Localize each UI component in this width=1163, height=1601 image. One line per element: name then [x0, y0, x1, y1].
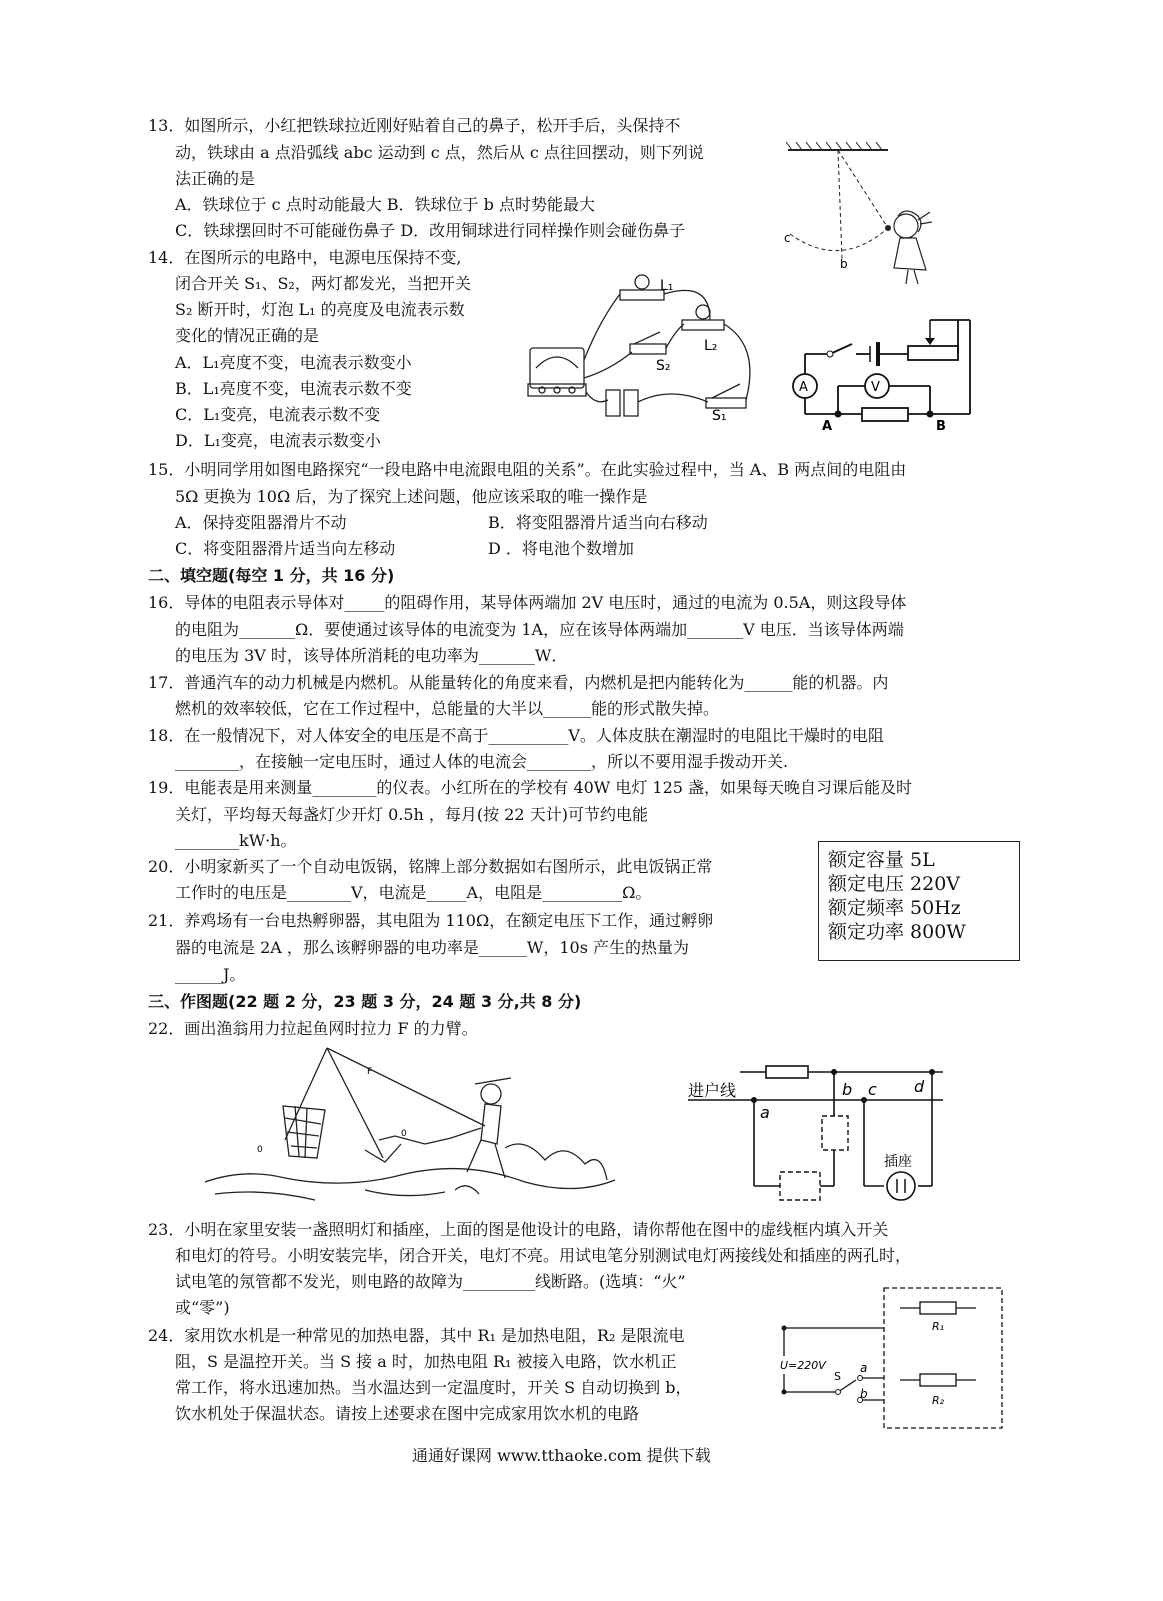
nameplate-row-voltage: 额定电压 220V	[828, 873, 961, 895]
socket-label: 插座	[884, 1154, 912, 1170]
q15-line1: 15．小明同学用如图电路探究“一段电路中电流跟电阻的关系”。在此实验过程中，当 A、B 两点间的电阻由	[148, 460, 907, 479]
label-s1: S₁	[712, 408, 727, 424]
q15-option-d: D ．将电池个数增加	[488, 539, 634, 558]
q17-line2: 燃机的效率较低，它在工作过程中，总能量的大半以______能的形式散失掉。	[175, 699, 720, 718]
pivot-label-left: 0	[257, 1145, 263, 1155]
node-a-label: a	[760, 1103, 770, 1122]
fisherman-figure	[205, 1040, 625, 1205]
ammeter-symbol: A	[799, 380, 808, 395]
page-footer: 通通好课网 www.tthaoke.com 提供下载	[412, 1446, 711, 1465]
nameplate-row-frequency: 额定频率 50Hz	[828, 897, 961, 919]
point-b-label: B	[936, 419, 946, 434]
q13-option-ab: A．铁球位于 c 点时动能最大 B．铁球位于 b 点时势能最大	[175, 195, 595, 214]
label-l1: L₁	[660, 278, 674, 294]
q22-text: 22．画出渔翁用力拉起鱼网时拉力 F 的力臂。	[148, 1019, 478, 1038]
physical-circuit-figure	[520, 260, 765, 428]
q21-line1: 21．养鸡场有一台电热孵卵器，其电阻为 110Ω，在额定电压下工作，通过孵卵	[148, 911, 714, 930]
q19-line1: 19．电能表是用来测量________的仪表。小红所在的学校有 40W 电灯 125 盏，如果每天晚自习课后能及时	[148, 778, 913, 797]
node-b-label: b	[842, 1080, 853, 1099]
pendulum-label-c: c	[784, 231, 791, 245]
q17-line1: 17．普通汽车的动力机械是内燃机。从能量转化的角度来看，内燃机是把内能转化为______能的机器。内	[148, 673, 889, 692]
q14-line1: 14．在图所示的电路中，电源电压保持不变,	[148, 248, 462, 267]
q14-option-d: D．L₁变亮，电流表示数变小	[175, 431, 381, 450]
q24-line3: 常工作，将水迅速加热。当水温达到一定温度时，开关 S 自动切换到 b，	[175, 1378, 692, 1397]
q20-line2: 工作时的电压是________V，电流是_____A，电阻是__________Ω。	[175, 883, 652, 902]
q13-line1: 13．如图所示，小红把铁球拉近刚好贴着自己的鼻子，松开手后，头保持不	[148, 116, 681, 135]
q24-line1: 24．家用饮水机是一种常见的加热电器，其中 R₁ 是加热电阻，R₂ 是限流电	[148, 1326, 685, 1345]
switch-s-label: S	[834, 1370, 841, 1383]
contact-b-label: b	[860, 1387, 868, 1401]
q14-option-a: A．L₁亮度不变，电流表示数变小	[175, 353, 412, 372]
contact-a-label: a	[860, 1361, 868, 1375]
label-s2: S₂	[656, 358, 671, 374]
resistor-r1-label: R₁	[932, 1320, 945, 1333]
q16-line2: 的电阻为_______Ω．要使通过该导体的电流变为 1A，应在该导体两端加_______V 电压．当该导体两端	[175, 620, 904, 639]
q19-line3: ________kW·h。	[175, 831, 297, 850]
q23-line4: 或“零”)	[175, 1298, 230, 1317]
nameplate-row-capacity: 额定容量 5L	[828, 849, 935, 871]
q13-line3: 法正确的是	[175, 169, 256, 188]
q16-line3: 的电压为 3V 时，该导体所消耗的电功率为_______W．	[175, 646, 568, 665]
voltage-label: U=220V	[780, 1359, 826, 1372]
q14-option-c: C．L₁变亮，电流表示数不变	[175, 405, 381, 424]
nameplate-row-power: 额定功率 800W	[828, 921, 966, 943]
q13-option-cd: C．铁球摆回时不可能碰伤鼻子 D．改用铜球进行同样操作则会碰伤鼻子	[175, 221, 686, 240]
q13-line2: 动，铁球由 a 点沿弧线 abc 运动到 c 点，然后从 c 点往回摆动，则下列说	[175, 143, 704, 162]
q14-line2: 闭合开关 S₁、S₂，两灯都发光，当把开关	[175, 274, 471, 293]
q18-line1: 18．在一般情况下，对人体安全的电压是不高于__________V。人体皮肤在潮湿时的电阻比干燥时的电阻	[148, 726, 884, 745]
voltmeter-symbol: V	[871, 380, 880, 395]
node-c-label: c	[868, 1080, 877, 1099]
q14-line4: 变化的情况正确的是	[175, 326, 320, 345]
q14-option-b: B．L₁亮度不变，电流表示数不变	[175, 379, 412, 398]
q21-line3: ______J。	[175, 965, 246, 984]
girl-sketch	[894, 211, 932, 284]
q23-line3: 试电笔的氖管都不发光，则电路的故障为_________线断路。(选填：“火”	[175, 1272, 686, 1291]
q19-line2: 关灯，平均每天每盏灯少开灯 0.5h ，每月(按 22 天计)可节约电能	[175, 805, 648, 824]
q16-line1: 16．导体的电阻表示导体对_____的阻碍作用，某导体两端加 2V 电压时，通过的电流为 0.5A，则这段导体	[148, 593, 907, 612]
circuit-diagram-ab	[790, 310, 980, 435]
incoming-line-label: 进户线	[688, 1081, 737, 1100]
pendulum-figure	[780, 138, 960, 288]
pendulum-label-b: b	[840, 257, 848, 271]
section3-title: 三、作图题(22 题 2 分，23 题 3 分，24 题 3 分,共 8 分)	[148, 992, 582, 1011]
water-dispenser-circuit	[776, 1284, 1008, 1432]
q14-line3: S₂ 断开时，灯泡 L₁ 的亮度及电流表示数	[175, 300, 465, 319]
q21-line2: 器的电流是 2A ，那么该孵卵器的电功率是______W，10s 产生的热量为	[175, 938, 690, 957]
section2-title: 二、填空题(每空 1 分，共 16 分)	[148, 566, 395, 585]
force-label-f: F	[367, 1067, 373, 1077]
pivot-label-right: 0	[401, 1129, 407, 1139]
q24-line4: 饮水机处于保温状态。请按上述要求在图中完成家用饮水机的电路	[175, 1404, 640, 1423]
q23-line2: 和电灯的符号。小明安装完毕，闭合开关，电灯不亮。用试电笔分别测试电灯两接线处和插座的两孔时，	[175, 1246, 912, 1265]
resistor-r2-label: R₂	[932, 1394, 945, 1407]
label-l2: L₂	[704, 338, 718, 354]
node-d-label: d	[914, 1077, 925, 1096]
q24-line2: 阻，S 是温控开关。当 S 接 a 时，加热电阻 R₁ 被接入电路，饮水机正	[175, 1352, 677, 1371]
q15-option-c: C．将变阻器滑片适当向左移动	[175, 539, 396, 558]
q15-option-a: A．保持変阻器滑片不动	[175, 513, 347, 532]
q18-line2: ________，在接触一定电压时，通过人体的电流会________，所以不要用湿手拨动开关.	[175, 752, 789, 771]
house-wiring-figure	[688, 1058, 948, 1208]
point-a-label: A	[822, 419, 833, 434]
nameplate-table	[818, 841, 1020, 961]
q20-line1: 20．小明家新买了一个自动电饭锅，铭牌上部分数据如右图所示，此电饭锅正常	[148, 857, 713, 876]
q23-line1: 23．小明在家里安装一盏照明灯和插座，上面的图是他设计的电路，请你帮他在图中的虚线框内填入开关	[148, 1220, 889, 1239]
q15-option-b: B．将变阻器滑片适当向右移动	[488, 513, 708, 532]
q15-line2: 5Ω 更换为 10Ω 后，为了探究上述问题，他应该采取的唯一操作是	[175, 487, 648, 506]
